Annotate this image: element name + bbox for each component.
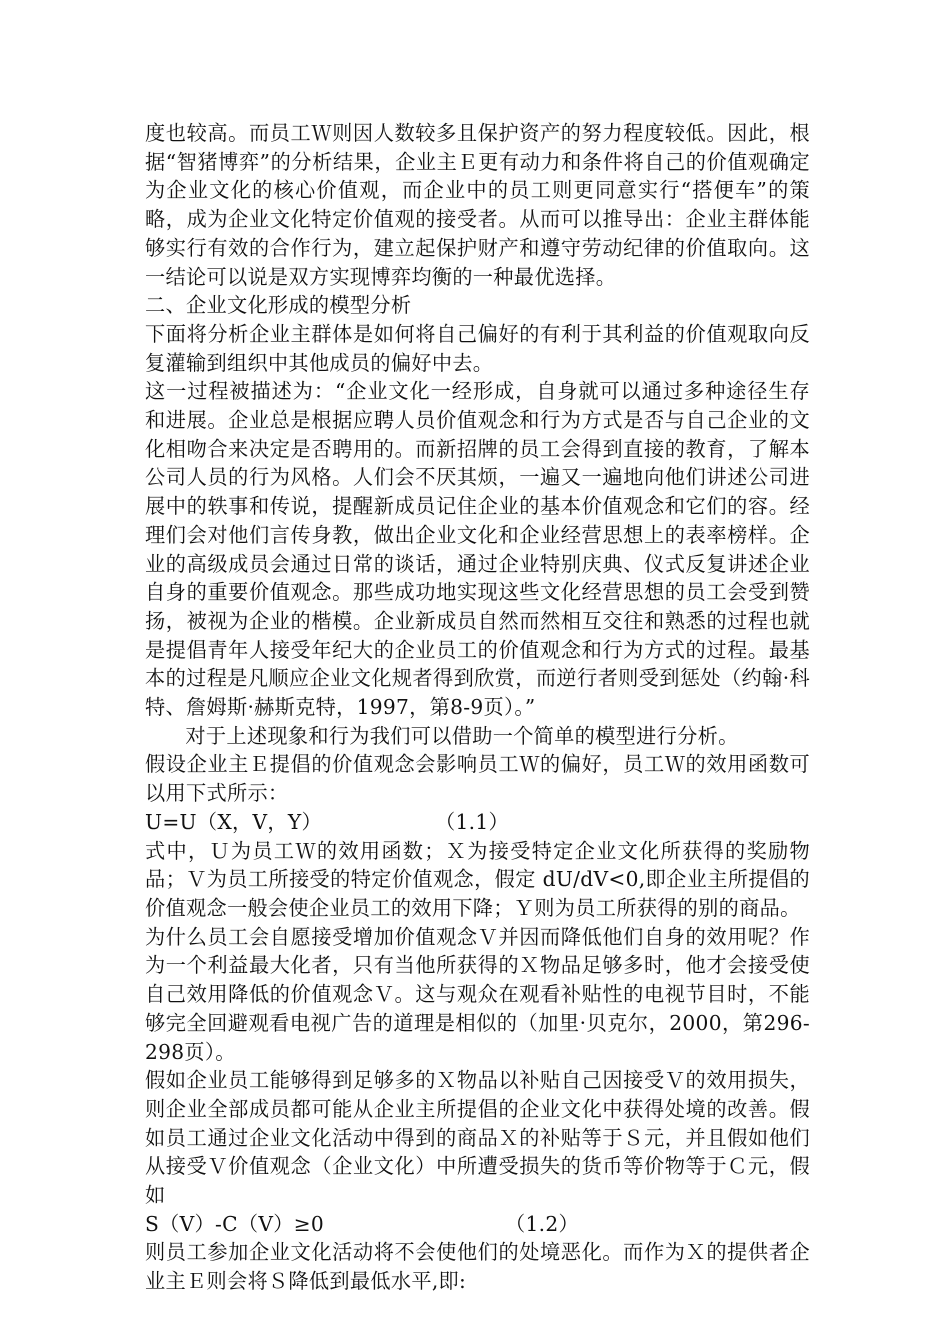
- paragraph: 式中，Ｕ为员工Ｗ的效用函数；Ｘ为接受特定企业文化所获得的奖励物品；Ｖ为员工所接受的特定价值观念，假定 dU/dV<0,即企业主所提倡的价值观念一般会使企业员工的效用下降；Ｙ则为员工所获得的别的商品。: [145, 838, 810, 920]
- formula-number: （1.2）: [505, 1211, 579, 1236]
- formula-expression: S（V）-C（V）≥0: [145, 1211, 325, 1236]
- formula-1-2: [145, 1210, 810, 1239]
- paragraph: 则员工参加企业文化活动将不会使他们的处境恶化。而作为Ｘ的提供者企业主Ｅ则会将Ｓ降低到最低水平,即:: [145, 1240, 810, 1294]
- paragraph: 为什么员工会自愿接受增加价值观念Ｖ并因而降低他们自身的效用呢？作为一个利益最大化者，只有当他所获得的Ｘ物品足够多时，他才会接受使自己效用降低的价值观念Ｖ。这与观众在观看补贴性的电视节目时，不能够完全回避观看电视广告的道理是相似的（加里·贝克尔，2000，第296-298页）。: [145, 924, 810, 1064]
- formula-number: （1.1）: [435, 809, 509, 834]
- formula-expression: U=U（X，V，Y）: [145, 809, 322, 834]
- paragraph: 假如企业员工能够得到足够多的Ｘ物品以补贴自己因接受Ｖ的效用损失，则企业全部成员都可能从企业主所提倡的企业文化中获得处境的改善。假如员工通过企业文化活动中得到的商品Ｘ的补贴等于Ｓ元，并且假如他们从接受Ｖ价值观念（企业文化）中所遭受损失的货币等价物等于Ｃ元，假如: [145, 1068, 810, 1208]
- paragraph: 对于上述现象和行为我们可以借助一个简单的模型进行分析。: [185, 723, 739, 748]
- document-body: [145, 119, 810, 1296]
- formula-1-1: [145, 808, 810, 837]
- quote-paragraph: 这一过程被描述为：“企业文化一经形成，自身就可以通过多种途径生存和进展。企业总是根据应聘人员价值观念和行为方式是否与自己企业的文化相吻合来决定是否聘用的。而新招牌的员工会得到直接的教育，了解本公司人员的行为风格。人们会不厌其烦，一遍又一遍地向他们讲述公司进展中的轶事和传说，提醒新成员记住企业的基本价值观念和它们的容。经理们会对他们言传身教，做出企业文化和企业经营思想上的表率榜样。企业的高级成员会通过日常的谈话，通过企业特别庆典、仪式反复讲述企业自身的重要价值观念。那些成功地实现这些文化经营思想的员工会受到赞扬，被视为企业的楷模。企业新成员自然而然相互交往和熟悉的过程也就是提倡青年人接受年纪大的企业员工的价值观念和行为方式的过程。最基本的过程是凡顺应企业文化规者得到欣赏，而逆行者则受到惩处（约翰·科特、詹姆斯·赫斯克特，1997，第8-9页）。”: [145, 379, 810, 720]
- section-heading: 二、企业文化形成的模型分析: [145, 293, 412, 318]
- paragraph: 度也较高。而员工Ｗ则因人数较多且保护资产的努力程度较低。因此，根据“智猪博弈”的分析结果，企业主Ｅ更有动力和条件将自己的价值观确定为企业文化的核心价值观，而企业中的员工则更同意实行“搭便车”的策略，成为企业文化特定价值观的接受者。从而可以推导出：企业主群体能够实行有效的合作行为，建立起保护财产和遵守劳动纪律的价值取向。这一结论可以说是双方实现博弈均衡的一种最优选择。: [145, 121, 810, 289]
- paragraph: 假设企业主Ｅ提倡的价值观念会影响员工Ｗ的偏好，员工Ｗ的效用函数可以用下式所示：: [145, 752, 810, 806]
- paragraph: 下面将分析企业主群体是如何将自己偏好的有利于其利益的价值观取向反复灌输到组织中其他成员的偏好中去。: [145, 321, 810, 375]
